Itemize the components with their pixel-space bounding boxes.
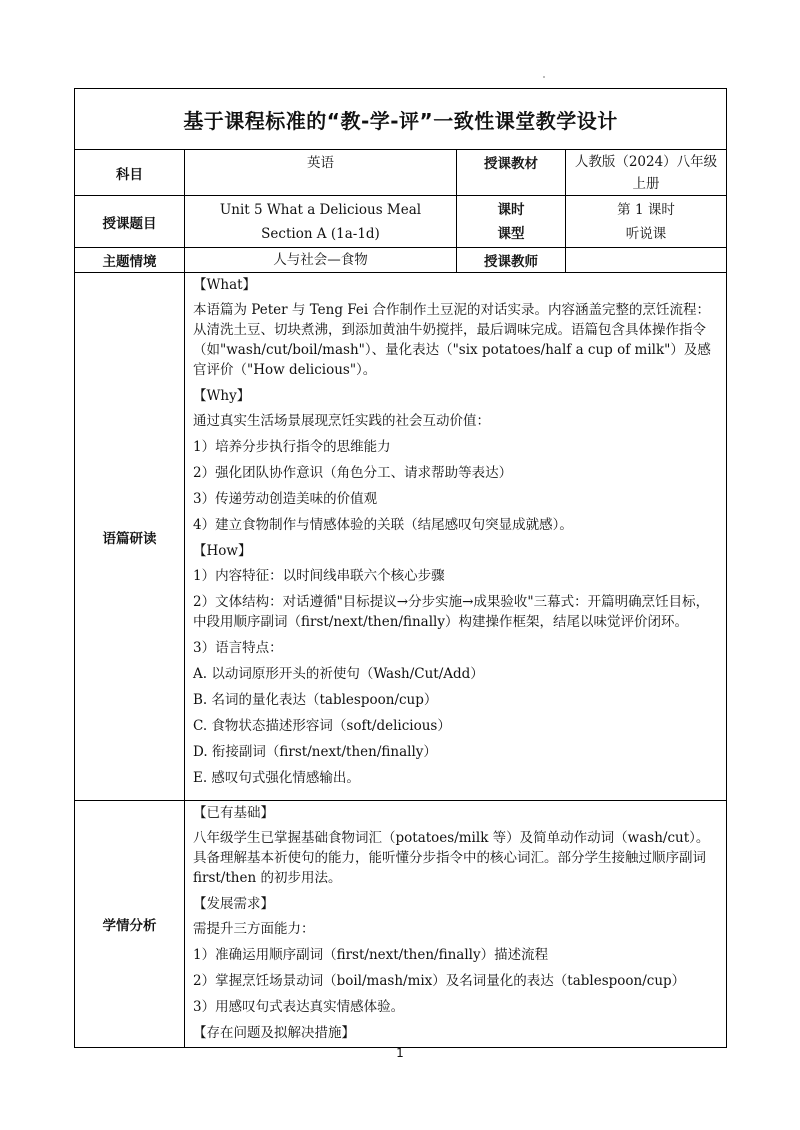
why-item: 1）培养分步执行指令的思维能力 <box>193 439 391 455</box>
page-number: 1 <box>396 1046 404 1060</box>
subject-label: 科目 <box>75 150 185 196</box>
document-title: 基于课程标准的“教-学-评”一致性课堂教学设计 <box>75 89 727 150</box>
text-study-label: 语篇研读 <box>75 273 185 801</box>
topic-label: 授课题目 <box>75 196 185 248</box>
learner-analysis-content <box>185 801 727 1048</box>
how-item-1: 1）内容特征：以时间线串联六个核心步骤 <box>193 568 445 584</box>
topic-line-1: Unit 5 What a Delicious Meal <box>219 201 422 218</box>
how-sub-item: D. 衔接副词（first/next/then/finally） <box>193 744 437 760</box>
topic-line-2: Section A (1a-1d) <box>261 225 380 242</box>
period-type-labels <box>457 196 566 248</box>
why-item: 2）强化团队协作意识（角色分工、请求帮助等表达） <box>193 465 513 481</box>
how-item-2: 2）文体结构：对话遵循"目标提议→分步实施→成果验收"三幕式：开篇明确烹饪目标，中段用顺序副词（first/next/then/finally）构建操作框架，结尾以味觉评价闭环。 <box>193 594 710 630</box>
basis-text: 八年级学生已掌握基础食物词汇（potatoes/milk 等）及简单动作动词（wash/cut）。具备理解基本祈使句的能力，能听懂分步指令中的核心词汇。部分学生接触过顺序副词 first/then 的初步用法。 <box>193 830 710 886</box>
type-value: 听说课 <box>625 225 667 242</box>
needs-item: 2）掌握烹饪场景动词（boil/mash/mix）及名词量化的表达（tablespoon/cup） <box>193 973 686 989</box>
learner-analysis-label: 学情分析 <box>75 801 185 1048</box>
topic-value <box>185 196 457 248</box>
what-heading: 【What】 <box>193 277 257 293</box>
period-value: 第 1 课时 <box>617 201 675 218</box>
what-text: 本语篇为 Peter 与 Teng Fei 合作制作土豆泥的对话实录。内容涵盖完整的烹饪流程：从清洗土豆、切块煮沸，到添加黄油牛奶搅拌，最后调味完成。语篇包含具体操作指令（如"wash/cut/boil/mash"）、量化表达（"six potatoes/half a cup of milk"）及感官评价（"How delicious"）。 <box>193 302 711 378</box>
needs-heading: 【发展需求】 <box>193 896 274 912</box>
lesson-plan-table <box>74 88 727 1048</box>
how-sub-item: C. 食物状态描述形容词（soft/delicious） <box>193 718 451 734</box>
scan-dot <box>543 76 545 78</box>
text-study-content <box>185 273 727 801</box>
textbook-label: 授课教材 <box>457 150 566 196</box>
subject-value: 英语 <box>185 150 457 196</box>
textbook-value: 人教版（2024）八年级上册 <box>566 150 727 196</box>
how-sub-item: B. 名词的量化表达（tablespoon/cup） <box>193 692 438 708</box>
teacher-value <box>566 248 727 273</box>
how-item-3: 3）语言特点： <box>193 640 283 656</box>
needs-item: 1）准确运用顺序副词（first/next/then/finally）描述流程 <box>193 947 549 963</box>
type-label: 课型 <box>497 225 525 242</box>
why-intro: 通过真实生活场景展现烹饪实践的社会互动价值： <box>193 413 490 429</box>
basis-heading: 【已有基础】 <box>193 805 274 821</box>
why-heading: 【Why】 <box>193 388 251 404</box>
why-item: 3）传递劳动创造美味的价值观 <box>193 491 378 507</box>
why-item: 4）建立食物制作与情感体验的关联（结尾感叹句突显成就感）。 <box>193 517 573 533</box>
lesson-plan-document <box>74 88 726 1048</box>
how-sub-item: A. 以动词原形开头的祈使句（Wash/Cut/Add） <box>193 666 484 682</box>
how-heading: 【How】 <box>193 543 252 559</box>
period-type-values <box>566 196 727 248</box>
problems-heading: 【存在问题及拟解决措施】 <box>193 1025 355 1041</box>
theme-value: 人与社会—食物 <box>185 248 457 273</box>
teacher-label: 授课教师 <box>457 248 566 273</box>
needs-intro: 需提升三方面能力： <box>193 921 315 937</box>
period-label: 课时 <box>497 201 525 218</box>
theme-label: 主题情境 <box>75 248 185 273</box>
how-sub-item: E. 感叹句式强化情感输出。 <box>193 770 360 786</box>
needs-item: 3）用感叹句式表达真实情感体验。 <box>193 999 405 1015</box>
